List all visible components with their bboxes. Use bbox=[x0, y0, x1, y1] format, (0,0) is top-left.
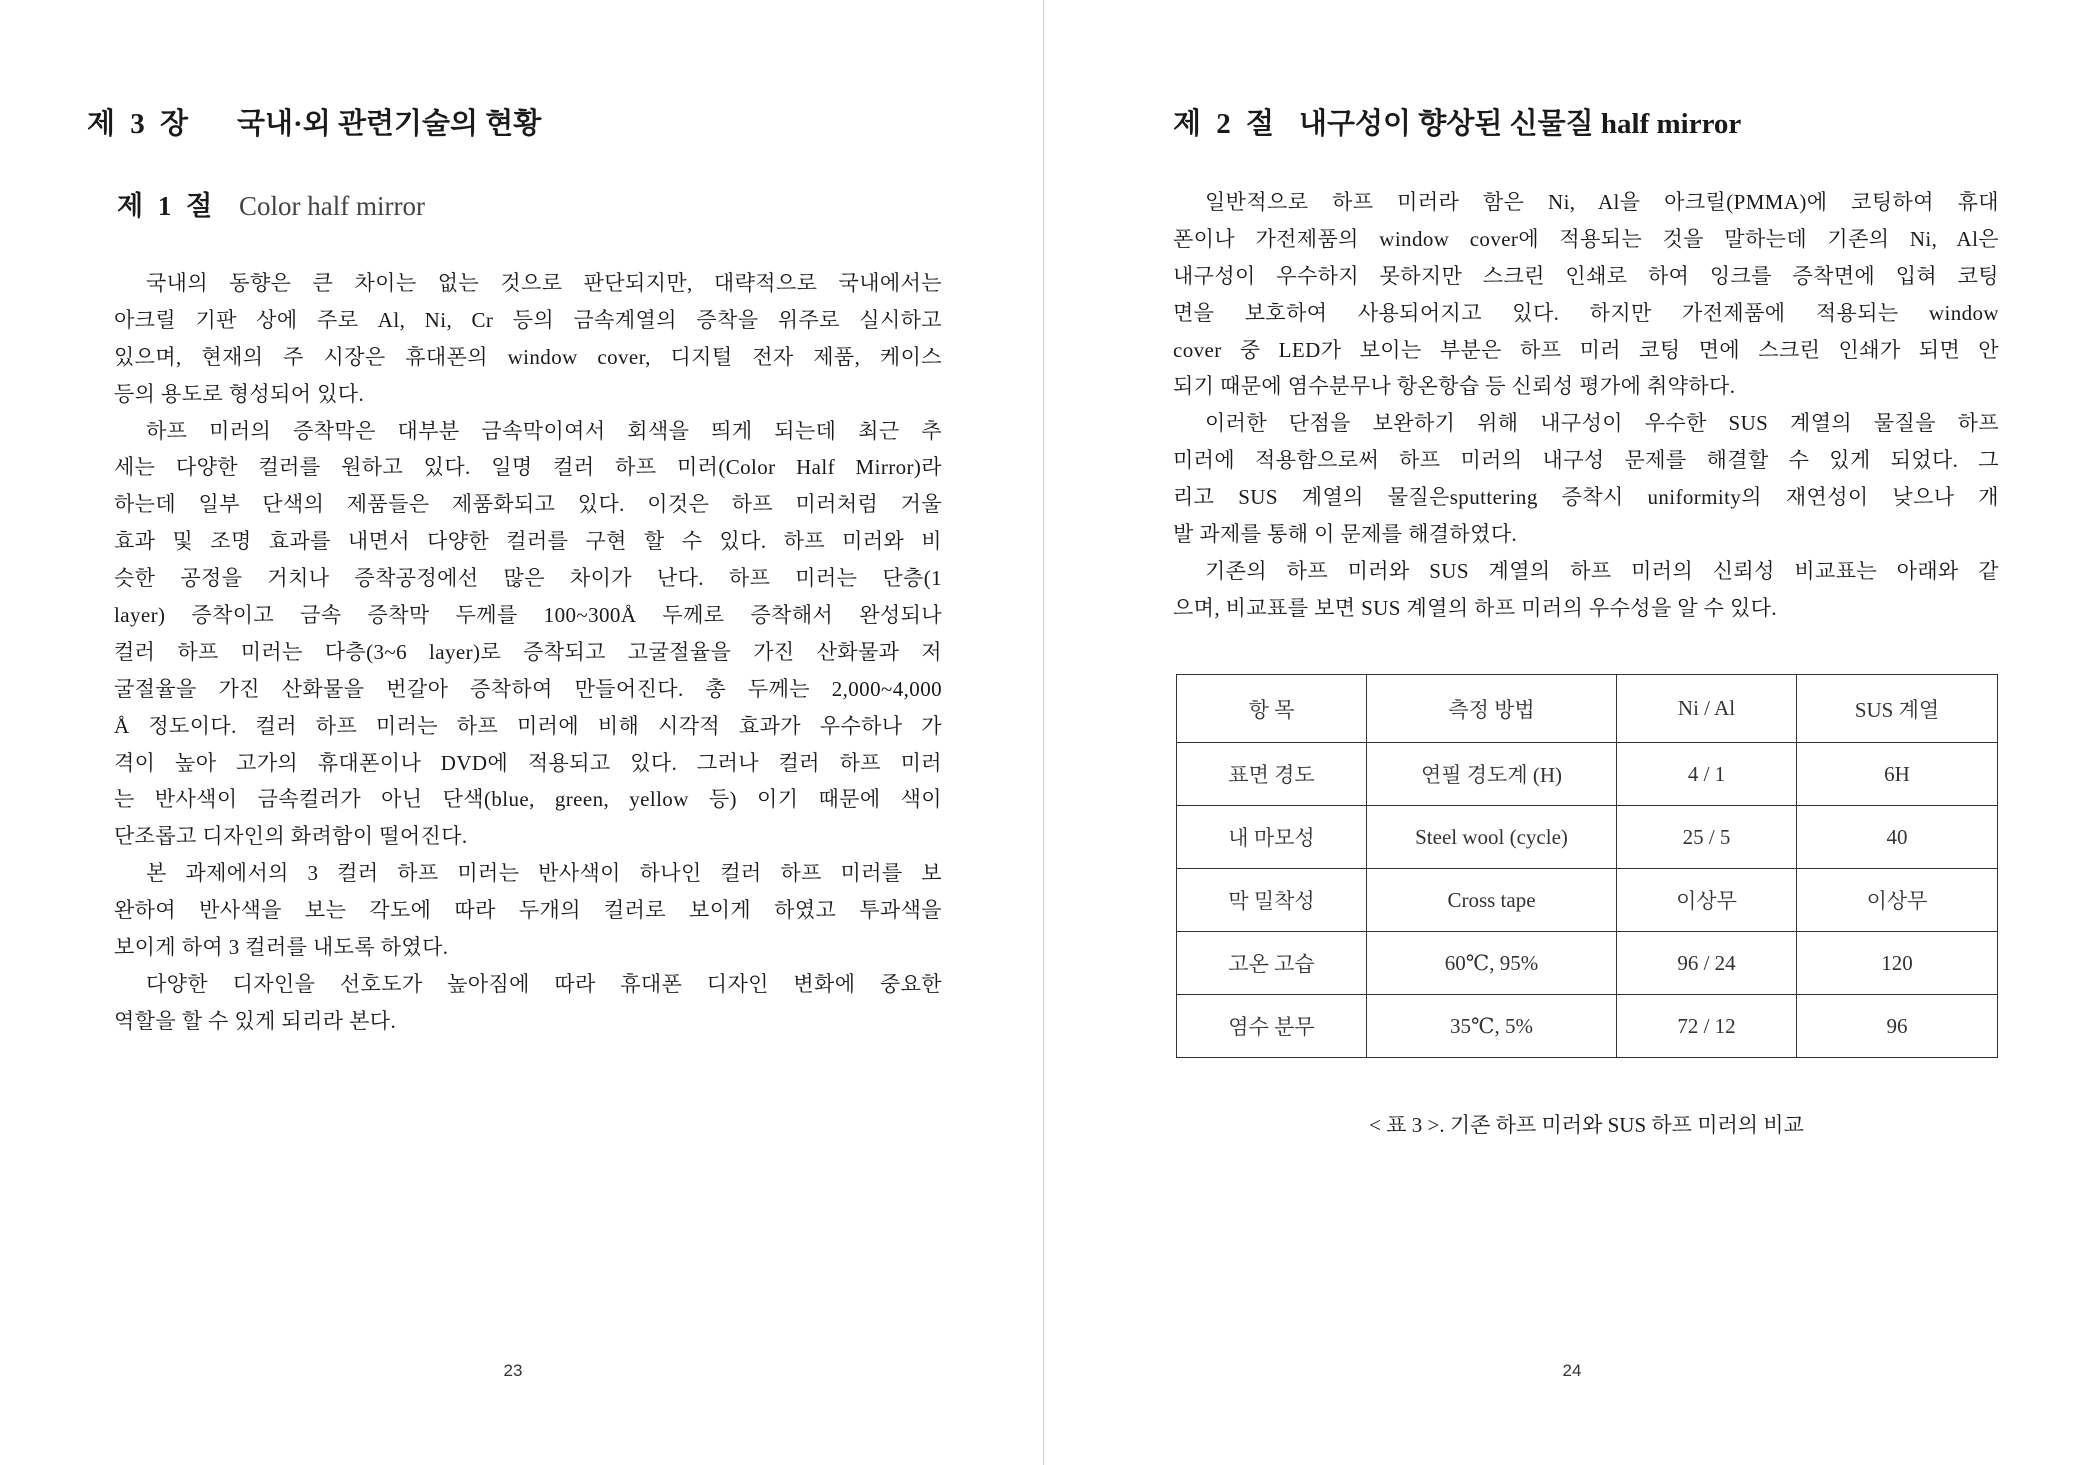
table-header-row bbox=[1177, 675, 1998, 743]
right-page-body bbox=[1173, 184, 1999, 627]
paragraph bbox=[1173, 405, 1999, 553]
text-line: 효과 및 조명 효과를 내면서 다양한 컬러를 구현 할 수 있다. 하프 미러와 비 bbox=[114, 529, 942, 554]
table-cell: 표면 경도 bbox=[1177, 743, 1367, 806]
chapter-title: 국내·외 관련기술의 현황 bbox=[237, 108, 542, 140]
text-line: cover 중 LED가 보이는 부분은 하프 미러 코팅 면에 스크린 인쇄가 되면 안 bbox=[1173, 337, 1999, 362]
table-row bbox=[1177, 743, 1998, 806]
table-cell: 막 밀착성 bbox=[1177, 869, 1367, 932]
paragraph bbox=[1173, 553, 1999, 627]
text-line: 세는 다양한 컬러를 원하고 있다. 일명 컬러 하프 미러(Color Half Mirror)라 bbox=[114, 455, 942, 480]
section-heading bbox=[1173, 106, 1741, 142]
text-line: 리고 SUS 계열의 물질은sputtering 증착시 uniformity의 재연성이 낮으나 개 bbox=[1173, 485, 1999, 510]
chapter-heading bbox=[87, 106, 541, 142]
table-cell: 120 bbox=[1797, 932, 1998, 995]
table-cell: 고온 고습 bbox=[1177, 932, 1367, 995]
table-row bbox=[1177, 995, 1998, 1058]
table-row bbox=[1177, 806, 1998, 869]
text-line: 발 과제를 통해 이 문제를 해결하였다. bbox=[1173, 522, 1518, 547]
text-line: 으며, 비교표를 보면 SUS 계열의 하프 미러의 우수성을 알 수 있다. bbox=[1173, 595, 1777, 620]
text-line: 완하여 반사색을 보는 각도에 따라 두개의 컬러로 보이게 하였고 투과색을 bbox=[114, 898, 942, 923]
table-row bbox=[1177, 869, 1998, 932]
section-heading bbox=[117, 188, 425, 224]
table-cell: 연필 경도계 (H) bbox=[1367, 743, 1617, 806]
text-line: 있으며, 현재의 주 시장은 휴대폰의 window cover, 디지털 전자 제품, 케이스 bbox=[114, 344, 942, 369]
table-header-cell: Ni / Al bbox=[1617, 675, 1797, 743]
text-line: 내구성이 우수하지 못하지만 스크린 인쇄로 하여 잉크를 증착면에 입혀 코팅 bbox=[1173, 263, 1999, 288]
text-line: Å 정도이다. 컬러 하프 미러는 하프 미러에 비해 시각적 효과가 우수하나 가 bbox=[114, 713, 942, 738]
text-line: 다양한 디자인을 선호도가 높아짐에 따라 휴대폰 디자인 변화에 중요한 bbox=[146, 971, 942, 996]
text-line: 굴절율을 가진 산화물을 번갈아 증착하여 만들어진다. 총 두께는 2,000~4,000 bbox=[114, 676, 942, 701]
table-header-cell: SUS 계열 bbox=[1797, 675, 1998, 743]
text-line: 되기 때문에 염수분무나 항온항습 등 신뢰성 평가에 취약하다. bbox=[1173, 374, 1736, 399]
text-line: layer) 증착이고 금속 증착막 두께를 100~300Å 두께로 증착해서 완성되나 bbox=[114, 603, 942, 628]
text-line: 일반적으로 하프 미러라 함은 Ni, Al을 아크릴(PMMA)에 코팅하여 휴대 bbox=[1205, 190, 1999, 214]
paragraph bbox=[114, 855, 942, 966]
table-cell: 96 bbox=[1797, 995, 1998, 1058]
left-page-body bbox=[114, 265, 942, 1040]
section-title: 내구성이 향상된 신물질 half mirror bbox=[1299, 108, 1742, 140]
page-divider bbox=[1043, 0, 1044, 1465]
table-cell: 25 / 5 bbox=[1617, 806, 1797, 869]
table-row bbox=[1177, 932, 1998, 995]
text-line: 국내의 동향은 큰 차이는 없는 것으로 판단되지만, 대략적으로 국내에서는 bbox=[146, 271, 942, 295]
text-line: 하는데 일부 단색의 제품들은 제품화되고 있다. 이것은 하프 미러처럼 거울 bbox=[114, 492, 942, 517]
text-line: 슷한 공정을 거치나 증착공정에선 많은 차이가 난다. 하프 미러는 단층(1 bbox=[114, 566, 942, 591]
table-cell: 내 마모성 bbox=[1177, 806, 1367, 869]
table-cell: 40 bbox=[1797, 806, 1998, 869]
table-cell: 72 / 12 bbox=[1617, 995, 1797, 1058]
table-cell: 이상무 bbox=[1617, 869, 1797, 932]
text-line: 미러에 적용함으로써 하프 미러의 내구성 문제를 해결할 수 있게 되었다. 그 bbox=[1173, 448, 1999, 473]
text-line: 기존의 하프 미러와 SUS 계열의 하프 미러의 신뢰성 비교표는 아래와 같 bbox=[1205, 558, 1999, 583]
table-header-cell: 항 목 bbox=[1177, 675, 1367, 743]
text-line: 이러한 단점을 보완하기 위해 내구성이 우수한 SUS 계열의 물질을 하프 bbox=[1205, 411, 1999, 436]
text-line: 는 반사색이 금속컬러가 아닌 단색(blue, green, yellow 등) 이기 때문에 색이 bbox=[114, 787, 942, 812]
text-line: 면을 보호하여 사용되어지고 있다. 하지만 가전제품에 적용되는 window bbox=[1173, 300, 1999, 325]
section-title: Color half mirror bbox=[239, 191, 425, 221]
table-cell: 96 / 24 bbox=[1617, 932, 1797, 995]
text-line: 단조롭고 디자인의 화려함이 떨어진다. bbox=[114, 824, 468, 849]
table-cell: Cross tape bbox=[1367, 869, 1617, 932]
text-line: 역할을 할 수 있게 되리라 본다. bbox=[114, 1008, 397, 1033]
paragraph bbox=[114, 265, 942, 413]
text-line: 격이 높아 고가의 휴대폰이나 DVD에 적용되고 있다. 그러나 컬러 하프 미러 bbox=[114, 750, 942, 775]
paragraph bbox=[1173, 184, 1999, 405]
section-label: 제 2 절 bbox=[1173, 108, 1275, 140]
table-cell: Steel wool (cycle) bbox=[1367, 806, 1617, 869]
page-number: 23 bbox=[503, 1361, 523, 1380]
table-header-cell: 측정 방법 bbox=[1367, 675, 1617, 743]
text-line: 본 과제에서의 3 컬러 하프 미러는 반사색이 하나인 컬러 하프 미러를 보 bbox=[146, 861, 942, 886]
chapter-label: 제 3 장 bbox=[87, 108, 189, 140]
paragraph bbox=[114, 966, 942, 1040]
table-cell: 60℃, 95% bbox=[1367, 932, 1617, 995]
text-line: 컬러 하프 미러는 다층(3~6 layer)로 증착되고 고굴절율을 가진 산화물과 저 bbox=[114, 639, 942, 664]
table-cell: 염수 분무 bbox=[1177, 995, 1367, 1058]
comparison-table bbox=[1176, 674, 1998, 1058]
text-line: 보이게 하여 3 컬러를 내도록 하였다. bbox=[114, 935, 449, 960]
section-label: 제 1 절 bbox=[117, 191, 213, 221]
table-cell: 이상무 bbox=[1797, 869, 1998, 932]
text-line: 아크릴 기판 상에 주로 Al, Ni, Cr 등의 금속계열의 증착을 위주로 실시하고 bbox=[114, 307, 942, 332]
text-line: 등의 용도로 형성되어 있다. bbox=[114, 381, 365, 406]
table-cell: 35℃, 5% bbox=[1367, 995, 1617, 1058]
paragraph bbox=[114, 413, 942, 856]
page-number: 24 bbox=[1562, 1361, 1582, 1380]
table-caption: < 표 3 >. 기존 하프 미러와 SUS 하프 미러의 비교 bbox=[1369, 1113, 1804, 1137]
table-cell: 4 / 1 bbox=[1617, 743, 1797, 806]
text-line: 폰이나 가전제품의 window cover에 적용되는 것을 말하는데 기존의 Ni, Al은 bbox=[1173, 226, 1999, 251]
text-line: 하프 미러의 증착막은 대부분 금속막이여서 회색을 띄게 되는데 최근 추 bbox=[146, 418, 942, 443]
table-cell: 6H bbox=[1797, 743, 1998, 806]
